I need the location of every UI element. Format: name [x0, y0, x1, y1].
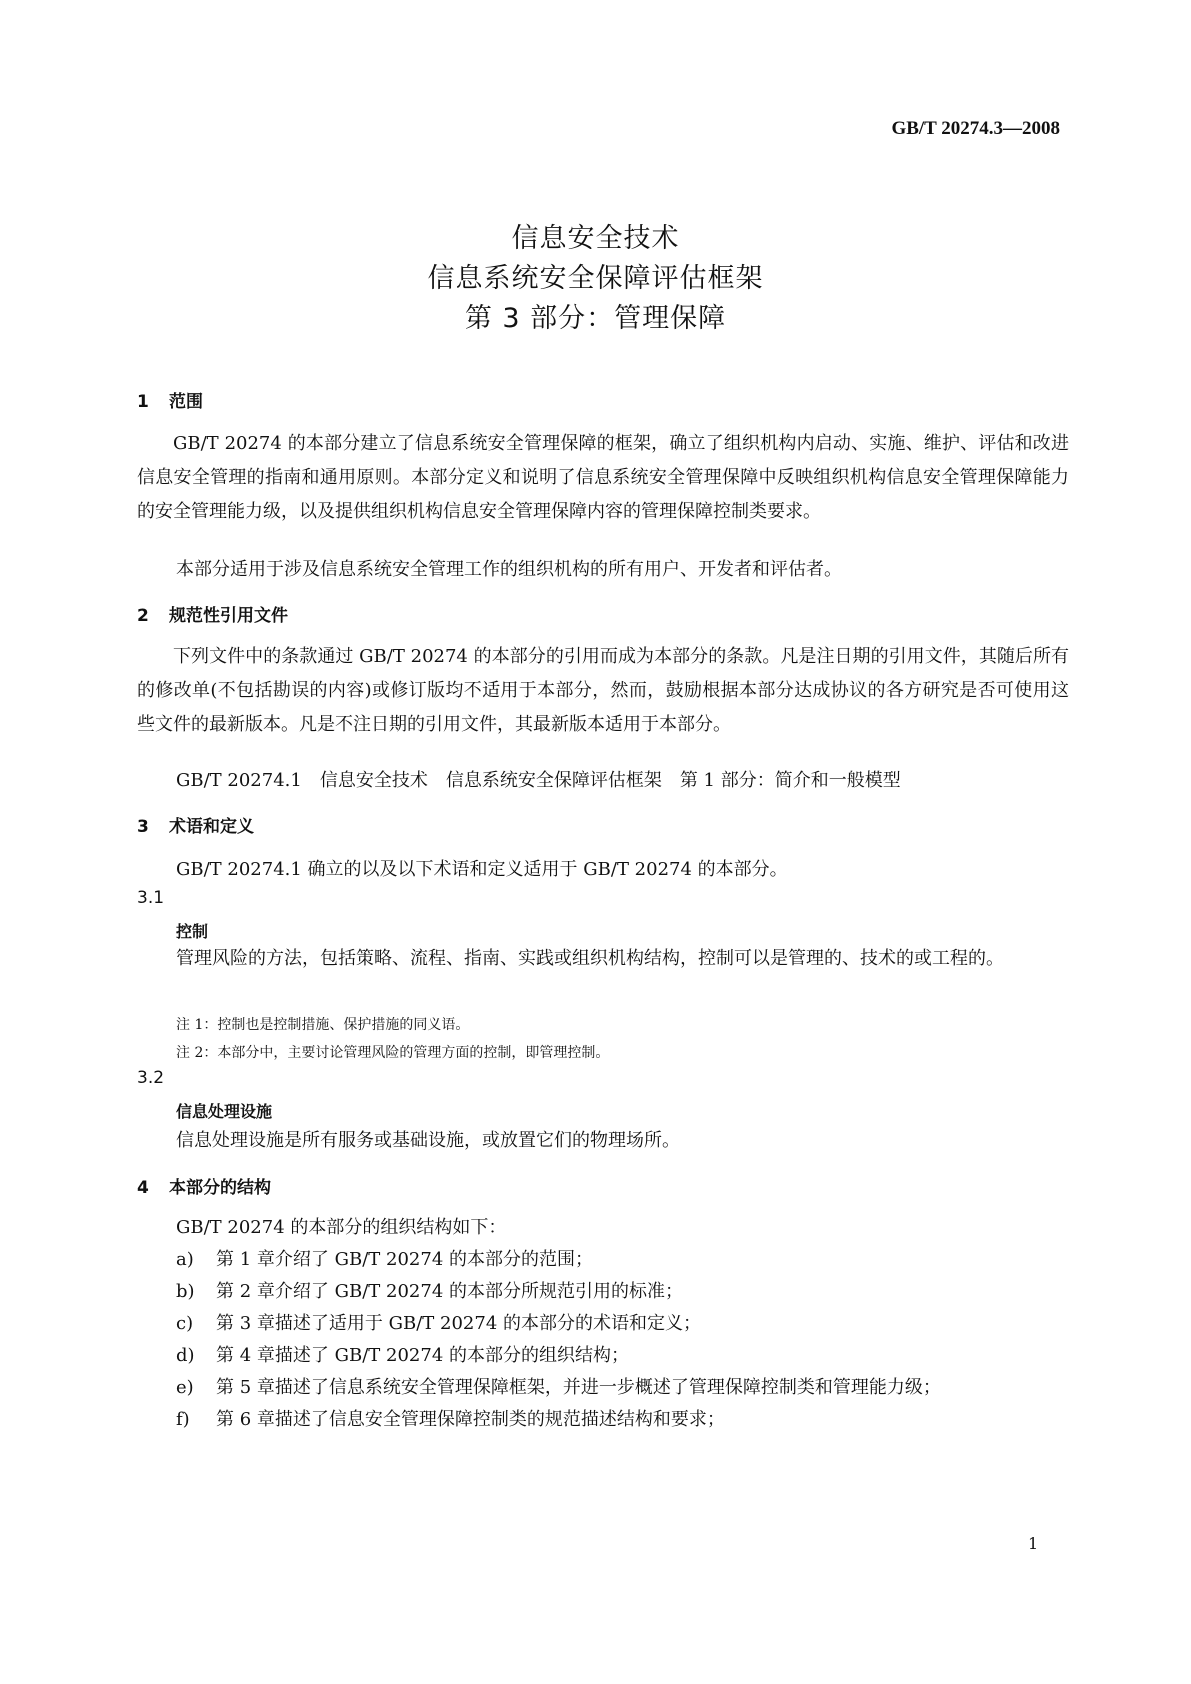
term-3-1-heading: 控制	[176, 922, 209, 941]
section-4-intro: GB/T 20274 的本部分的组织结构如下：	[176, 1217, 507, 1238]
section-1-paragraph-1: GB/T 20274 的本部分建立了信息系统安全管理保障的框架，确立了组织机构内启动、实施、维护、评估和改进信息安全管理的指南和通用原则。本部分定义和说明了信息系统安全管理保障中反映组织机构信息安全管理保障能力的安全管理能力级，以及提供组织机构信息安全管理保障内容的管理保障控制类要求。	[137, 433, 1069, 522]
section-title: 范围	[169, 392, 203, 412]
list-marker: b)	[176, 1281, 195, 1302]
title-line-1: 信息安全技术	[511, 223, 680, 254]
standard-code: GB/T 20274.3—2008	[891, 118, 1060, 139]
section-4-heading	[137, 1173, 271, 1198]
section-number: 4	[137, 1178, 149, 1198]
term-3-1-note-2: 注 2：本部分中，主要讨论管理风险的管理方面的控制，即管理控制。	[176, 1045, 610, 1061]
section-1-heading	[137, 387, 203, 412]
page-number: 1	[1028, 1534, 1039, 1553]
section-3-heading	[137, 812, 254, 837]
section-2-heading	[137, 601, 288, 626]
title-line-3: 第 3 部分：管理保障	[464, 303, 727, 334]
list-item	[176, 1245, 593, 1271]
list-text: 第 2 章介绍了 GB/T 20274 的本部分所规范引用的标准；	[216, 1281, 683, 1302]
section-number: 2	[137, 606, 149, 626]
list-item	[176, 1309, 701, 1335]
list-text: 第 1 章介绍了 GB/T 20274 的本部分的范围；	[216, 1249, 593, 1270]
section-number: 3	[137, 817, 149, 837]
section-number: 1	[137, 392, 149, 412]
term-3-1-number: 3.1	[137, 888, 165, 908]
list-text: 第 5 章描述了信息系统安全管理保障框架，并进一步概述了管理保障控制类和管理能力级；	[216, 1377, 941, 1398]
section-1-paragraph-2: 本部分适用于涉及信息系统安全管理工作的组织机构的所有用户、开发者和评估者。	[176, 559, 842, 580]
list-marker: f)	[176, 1409, 190, 1430]
term-3-2-heading: 信息处理设施	[176, 1102, 273, 1121]
list-text: 第 4 章描述了 GB/T 20274 的本部分的组织结构；	[216, 1345, 629, 1366]
list-item	[176, 1341, 629, 1367]
section-3-intro: GB/T 20274.1 确立的以及以下术语和定义适用于 GB/T 20274 的本部分。	[176, 859, 788, 880]
list-marker: e)	[176, 1377, 194, 1398]
term-3-1-note-1: 注 1：控制也是控制措施、保护措施的同义语。	[176, 1017, 470, 1033]
list-marker: d)	[176, 1345, 195, 1366]
section-title: 规范性引用文件	[169, 606, 288, 626]
list-item	[176, 1277, 683, 1303]
list-item	[176, 1405, 725, 1431]
list-item	[176, 1373, 941, 1399]
list-text: 第 3 章描述了适用于 GB/T 20274 的本部分的术语和定义；	[216, 1313, 701, 1334]
list-marker: c)	[176, 1313, 194, 1334]
list-text: 第 6 章描述了信息安全管理保障控制类的规范描述结构和要求；	[216, 1409, 725, 1430]
section-title: 本部分的结构	[169, 1178, 271, 1198]
list-marker: a)	[176, 1249, 194, 1270]
term-3-2-definition: 信息处理设施是所有服务或基础设施，或放置它们的物理场所。	[176, 1130, 680, 1151]
section-title: 术语和定义	[169, 817, 254, 837]
title-line-2: 信息系统安全保障评估框架	[427, 263, 764, 294]
term-3-1-definition: 管理风险的方法，包括策略、流程、指南、实践或组织机构结构，控制可以是管理的、技术的或工程的。	[176, 948, 1004, 969]
normative-reference: GB/T 20274.1 信息安全技术 信息系统安全保障评估框架 第 1 部分：简介和一般模型	[176, 770, 901, 791]
section-2-paragraph-1: 下列文件中的条款通过 GB/T 20274 的本部分的引用而成为本部分的条款。凡是注日期的引用文件，其随后所有的修改单(不包括勘误的内容)或修订版均不适用于本部分，然而，鼓励根据本部分达成协议的各方研究是否可使用这些文件的最新版本。凡是不注日期的引用文件，其最新版本适用于本部分。	[137, 646, 1069, 735]
term-3-2-number: 3.2	[137, 1068, 165, 1088]
